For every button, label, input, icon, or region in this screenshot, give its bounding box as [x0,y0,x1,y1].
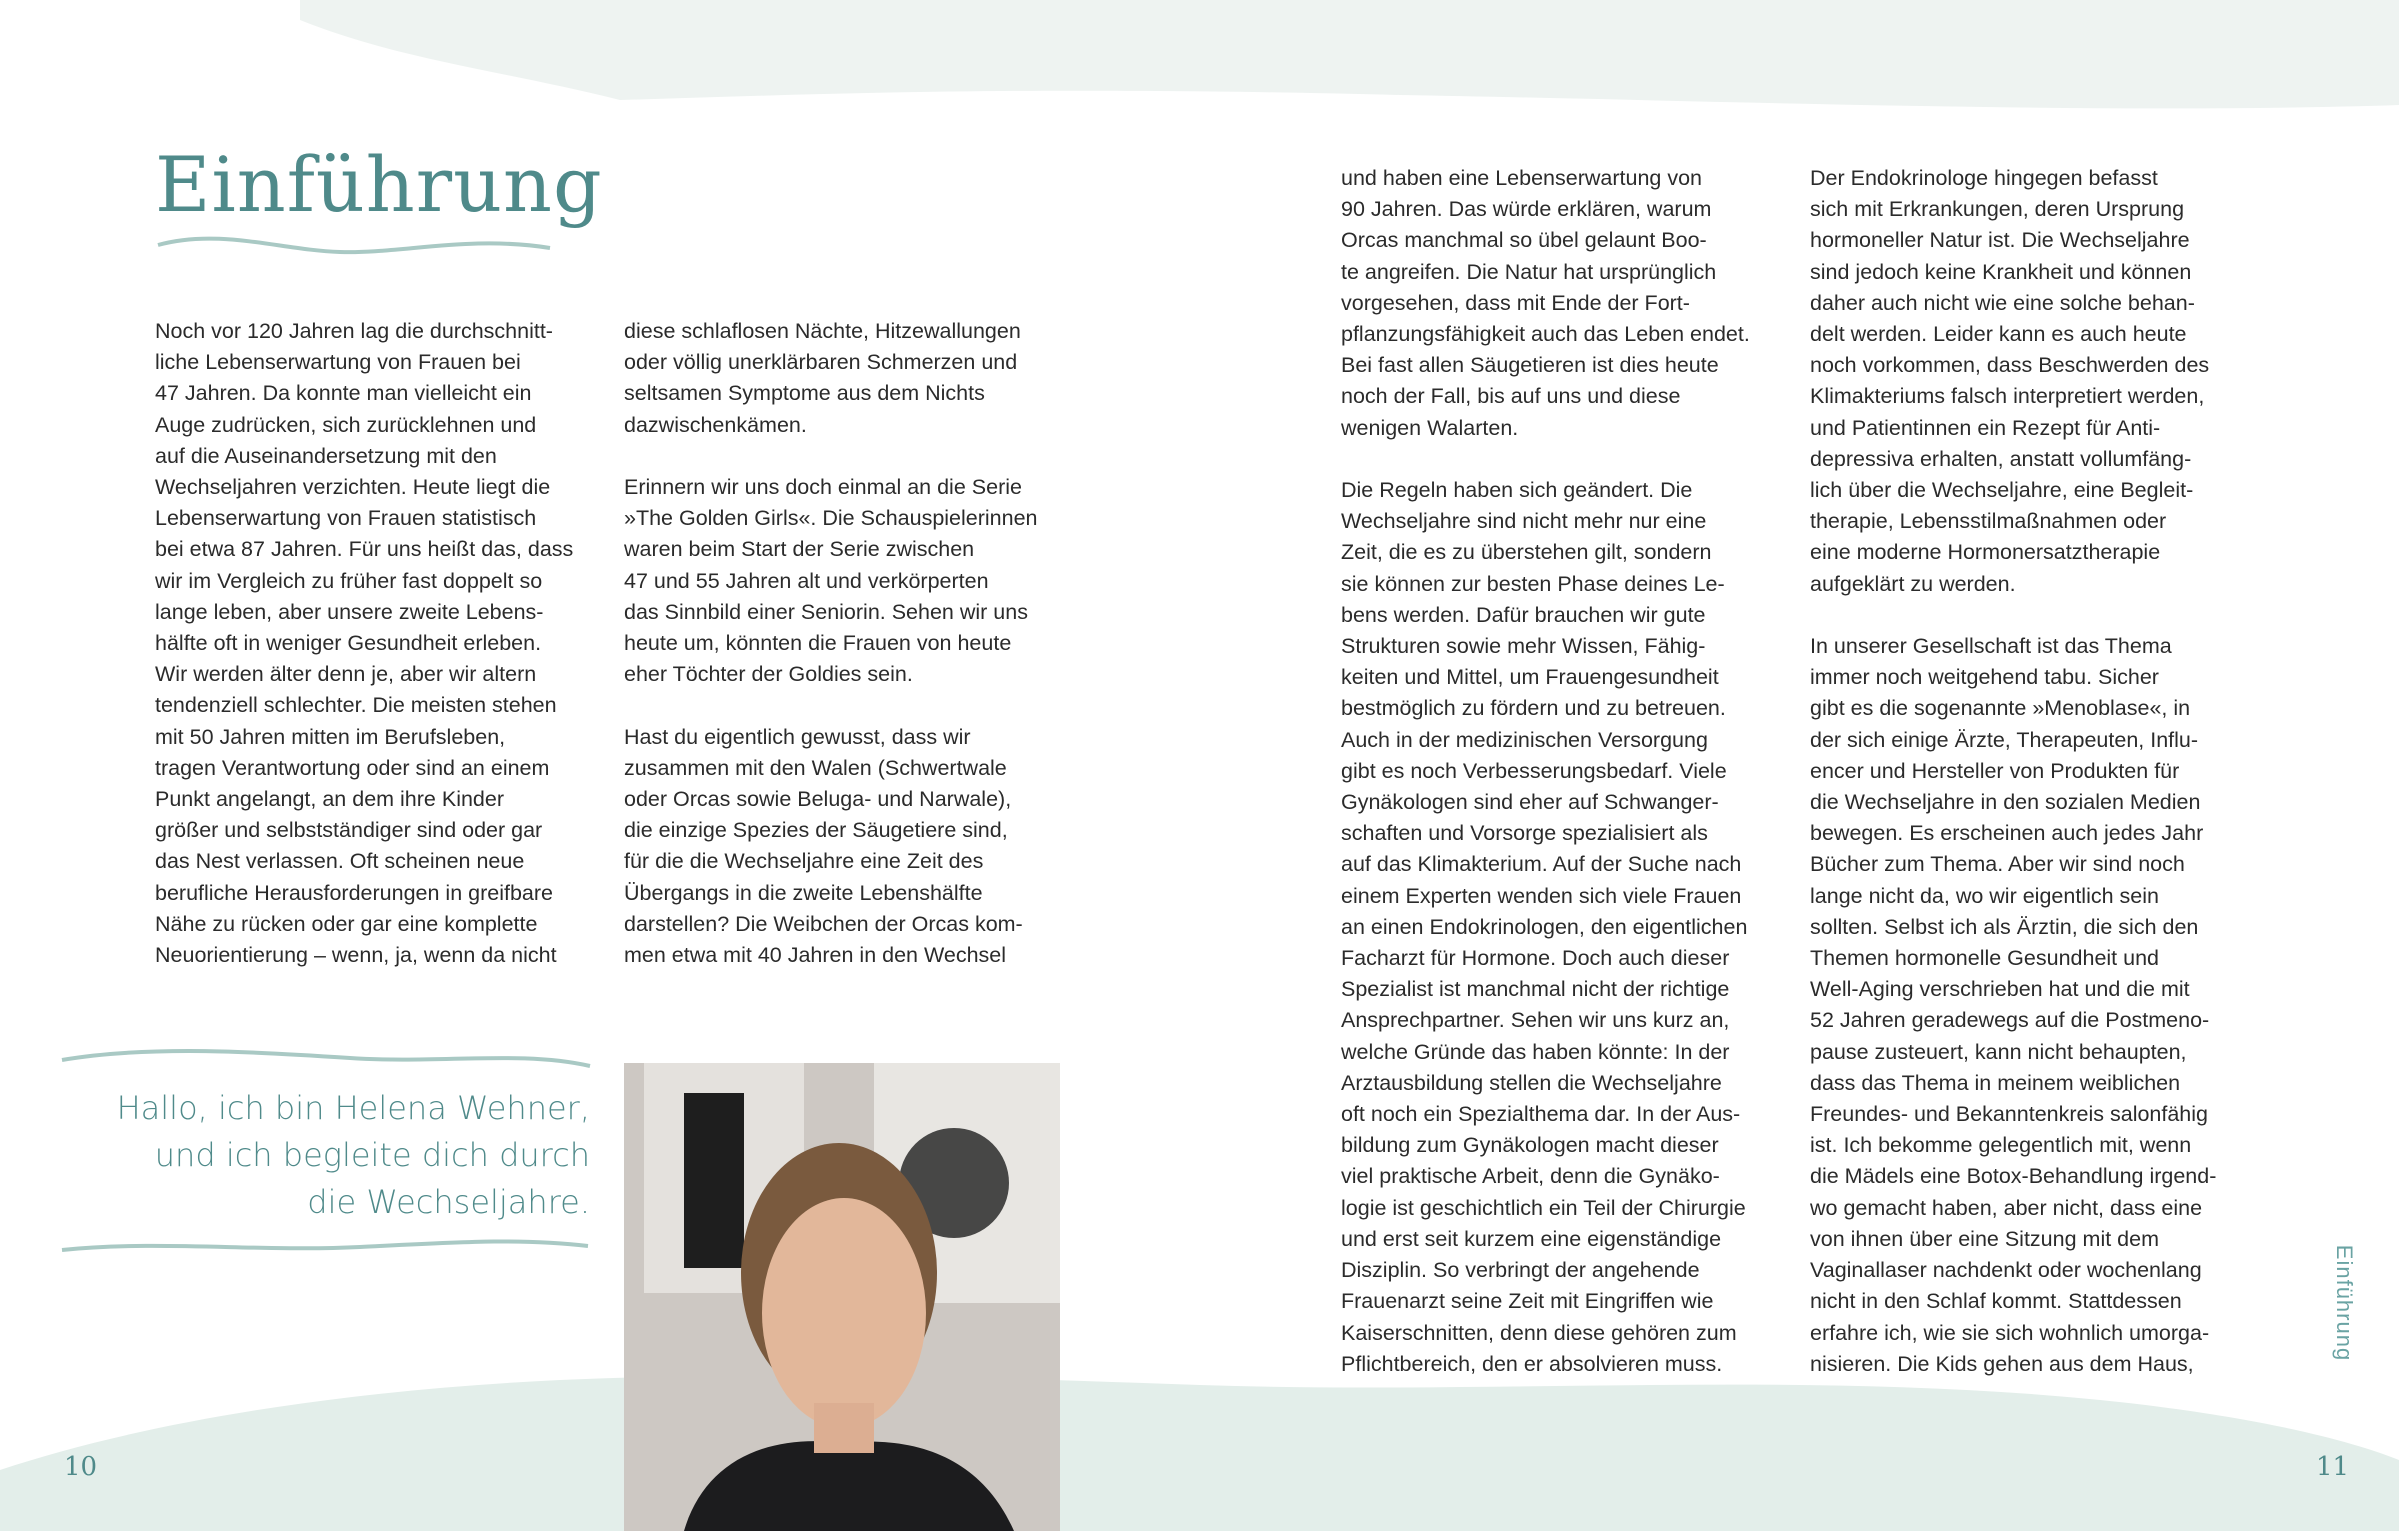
text-line: und Patientinnen ein Rezept für Anti- [1810,415,2161,440]
text-line: Lebenserwartung von Frauen statistisch [155,506,537,531]
text-line: Orcas manchmal so übel gelaunt Boo- [1341,228,1707,253]
text-line: darstellen? Die Weibchen der Orcas kom- [624,911,1023,936]
text-line: oder völlig unerklärbaren Schmerzen und [624,350,1018,375]
text-line: die Wechseljahre in den sozialen Medien [1810,790,2201,815]
text-line: mit 50 Jahren mitten im Berufsleben, [155,724,506,749]
text-line: Erinnern wir uns doch einmal an die Serie [624,475,1022,499]
text-line: gibt es die sogenannte »Menoblase«, in [1810,696,2191,721]
text-line: und erst seit kurzem eine eigenständige [1341,1226,1722,1251]
text-line: wenigen Walarten. [1341,415,1519,440]
text-line: schaften und Vorsorge spezialisiert als [1341,821,1708,846]
text-line: einem Experten wenden sich viele Frauen [1341,883,1742,908]
text-line: Übergangs in die zweite Lebenshälfte [624,880,983,905]
text-line: das Sinnbild einer Seniorin. Sehen wir uns [624,599,1028,624]
author-portrait-photo [624,1063,1060,1531]
text-line: nicht in den Schlaf kommt. Stattdessen [1810,1289,2182,1314]
text-line: für die die Wechseljahre eine Zeit des [624,849,984,874]
text-line: Freundes- und Bekanntenkreis salonfähig [1810,1102,2209,1127]
text-line: Themen hormonelle Gesundheit und [1810,946,2159,971]
text-line: Bei fast allen Säugetieren ist dies heute [1341,353,1719,378]
text-line: Punkt angelangt, an dem ihre Kinder [155,787,505,812]
text-line: Wechseljahren verzichten. Heute liegt die [155,475,551,500]
text-line: Nähe zu rücken oder gar eine komplette [155,911,538,936]
text-line: 47 Jahren. Da konnte man vielleicht ein [155,381,532,406]
text-line: viel praktische Arbeit, denn die Gynäko- [1341,1164,1720,1189]
text-line: Neuorientierung – wenn, ja, wenn da nicht [155,943,557,968]
paragraph-gap [1810,600,2260,631]
text-line: lich über die Wechseljahre, eine Begleit- [1810,478,2194,503]
text-line: hormoneller Natur ist. Die Wechseljahre [1810,228,2190,253]
text-line: lange nicht da, wo wir eigentlich sein [1810,883,2159,908]
paragraph-gap [624,690,1074,721]
text-line: Disziplin. So verbringt der angehende [1341,1258,1700,1283]
text-line: Ansprechpartner. Sehen wir uns kurz an, [1341,1008,1730,1033]
text-line: Frauenarzt seine Zeit mit Eingriffen wie [1341,1289,1714,1314]
paragraph-gap [1341,444,1791,475]
text-line: Vaginallaser nachdenkt oder wochenlang [1810,1258,2202,1283]
text-line: gibt es noch Verbesserungsbedarf. Viele [1341,758,1727,783]
text-line: sollten. Selbst ich als Ärztin, die sich den [1810,914,2199,939]
text-line: delt werden. Leider kann es auch heute [1810,322,2187,347]
text-line: lange leben, aber unsere zweite Lebens- [155,599,544,624]
text-line: tendenziell schlechter. Die meisten stehen [155,693,557,718]
text-line: und haben eine Lebenserwartung von [1341,166,1703,190]
text-line: 52 Jahren geradewegs auf die Postmeno- [1810,1008,2210,1033]
text-line: bei etwa 87 Jahren. Für uns heißt das, dass [155,537,574,562]
body-column-2 [624,316,1074,971]
text-line: die einzige Spezies der Säugetiere sind, [624,818,1008,843]
quote-line: und ich begleite dich durch [154,1136,590,1174]
text-line: bestmöglich zu fördern und zu betreuen. [1341,696,1726,721]
text-line: zusammen mit den Walen (Schwertwale [624,755,1007,780]
text-line: Strukturen sowie mehr Wissen, Fähig- [1341,634,1706,659]
text-line: Wir werden älter denn je, aber wir altern [155,662,537,687]
text-line: »The Golden Girls«. Die Schauspielerinnen [624,506,1038,531]
text-line: erfahre ich, wie sie sich wohnlich umorga- [1810,1320,2210,1345]
text-line: pflanzungsfähigkeit auch das Leben endet. [1341,322,1750,347]
text-line: auf das Klimakterium. Auf der Suche nach [1341,852,1742,877]
text-line: pause zusteuert, kann nicht behaupten, [1810,1039,2187,1064]
text-line: Der Endokrinologe hingegen befasst [1810,166,2158,190]
text-line: Kaiserschnitten, denn diese gehören zum [1341,1320,1737,1345]
body-column-1 [155,316,605,971]
text-line: wir im Vergleich zu früher fast doppelt so [155,568,543,593]
text-line: welche Gründe das haben könnte: In der [1341,1039,1730,1064]
text-line: men etwa mit 40 Jahren in den Wechsel [624,943,1007,968]
text-line: eher Töchter der Goldies sein. [624,662,913,687]
text-line: noch der Fall, bis auf uns und diese [1341,384,1681,409]
text-line: dazwischenkämen. [624,412,807,437]
text-line: sie können zur besten Phase deines Le- [1341,571,1725,596]
text-line: größer und selbstständiger sind oder gar [155,818,543,843]
text-line: Die Regeln haben sich geändert. Die [1341,478,1693,503]
paragraph-gap [624,441,1074,472]
text-line: Well-Aging verschrieben hat und die mit [1810,977,2190,1002]
text-line: berufliche Herausforderungen in greifbare [155,880,553,905]
text-line: logie ist geschichtlich ein Teil der Chirurgie [1341,1195,1746,1220]
text-line: oder Orcas sowie Beluga- und Narwale), [624,787,1012,812]
text-line: heute um, könnten die Frauen von heute [624,631,1012,656]
running-head: Einführung [2332,1244,2358,1362]
text-line: daher auch nicht wie eine solche behan- [1810,290,2195,315]
text-line: aufgeklärt zu werden. [1810,571,2016,596]
text-line: von ihnen über eine Sitzung mit dem [1810,1226,2159,1251]
text-line: Zeit, die es zu überstehen gilt, sondern [1341,540,1712,565]
text-line: te angreifen. Die Natur hat ursprünglich [1341,259,1717,284]
body-column-3 [1341,163,1791,1380]
text-line: dass das Thema in meinem weiblichen [1810,1070,2181,1095]
text-line: Pflichtbereich, den er absolvieren muss. [1341,1351,1723,1376]
text-line: 47 und 55 Jahren alt und verkörperten [624,568,989,593]
text-line: das Nest verlassen. Oft scheinen neue [155,849,525,874]
text-line: ist. Ich bekomme gelegentlich mit, wenn [1810,1133,2192,1158]
text-line: der sich einige Ärzte, Therapeuten, Influ- [1810,727,2199,752]
text-line: Wechseljahre sind nicht mehr nur eine [1341,509,1707,534]
text-line: waren beim Start der Serie zwischen [624,537,975,562]
text-line: immer noch weitgehend tabu. Sicher [1810,665,2159,690]
quote-line: Hallo, ich bin Helena Wehner, [116,1089,590,1127]
text-line: bens werden. Dafür brauchen wir gute [1341,602,1706,627]
text-line: seltsamen Symptome aus dem Nichts [624,381,985,406]
text-line: nisieren. Die Kids gehen aus dem Haus, [1810,1351,2194,1376]
text-line: Bücher zum Thema. Aber wir sind noch [1810,852,2185,877]
text-line: Auch in der medizinischen Versorgung [1341,727,1708,752]
text-line: therapie, Lebensstilmaßnahmen oder [1810,509,2167,534]
text-line: Klimakteriums falsch interpretiert werden, [1810,384,2205,409]
chapter-title: Einführung [155,140,603,229]
body-column-4 [1810,163,2260,1380]
text-line: Noch vor 120 Jahren lag die durchschnitt- [155,319,553,343]
text-line: liche Lebenserwartung von Frauen bei [155,350,521,375]
text-line: diese schlaflosen Nächte, Hitzewallungen [624,319,1021,343]
text-line: encer und Hersteller von Produkten für [1810,758,2180,783]
text-line: an einen Endokrinologen, den eigentlichen [1341,914,1748,939]
pull-quote [60,1085,590,1226]
text-line: eine moderne Hormonersatztherapie [1810,540,2161,565]
text-line: keiten und Mittel, um Frauengesundheit [1341,665,1719,690]
text-line: In unserer Gesellschaft ist das Thema [1810,634,2172,659]
quote-line: die Wechseljahre. [307,1183,590,1221]
text-line: Spezialist ist manchmal nicht der richtige [1341,977,1730,1002]
page-number-left: 10 [64,1452,98,1482]
text-line: Hast du eigentlich gewusst, dass wir [624,724,971,749]
text-line: depressiva erhalten, anstatt vollumfäng- [1810,446,2192,471]
text-line: Arztausbildung stellen die Wechseljahre [1341,1070,1722,1095]
text-line: Auge zudrücken, sich zurücklehnen und [155,412,537,437]
text-line: die Mädels eine Botox-Behandlung irgend- [1810,1164,2217,1189]
text-line: bewegen. Es erscheinen auch jedes Jahr [1810,821,2204,846]
text-line: noch vorkommen, dass Beschwerden des [1810,353,2210,378]
text-line: auf die Auseinandersetzung mit den [155,443,497,468]
page-number-right: 11 [2316,1452,2350,1482]
text-line: tragen Verantwortung oder sind an einem [155,755,550,780]
text-line: vorgesehen, dass mit Ende der Fort- [1341,290,1690,315]
text-line: Facharzt für Hormone. Doch auch dieser [1341,946,1730,971]
text-line: oft noch ein Spezialthema dar. In der Aus- [1341,1102,1741,1127]
text-line: wo gemacht haben, aber nicht, dass eine [1810,1195,2203,1220]
text-line: Gynäkologen sind eher auf Schwanger- [1341,790,1719,815]
text-line: hälfte oft in weniger Gesundheit erleben. [155,631,542,656]
text-line: sind jedoch keine Krankheit und können [1810,259,2192,284]
text-line: sich mit Erkrankungen, deren Ursprung [1810,197,2185,222]
text-line: bildung zum Gynäkologen macht dieser [1341,1133,1719,1158]
text-line: 90 Jahren. Das würde erklären, warum [1341,197,1712,222]
